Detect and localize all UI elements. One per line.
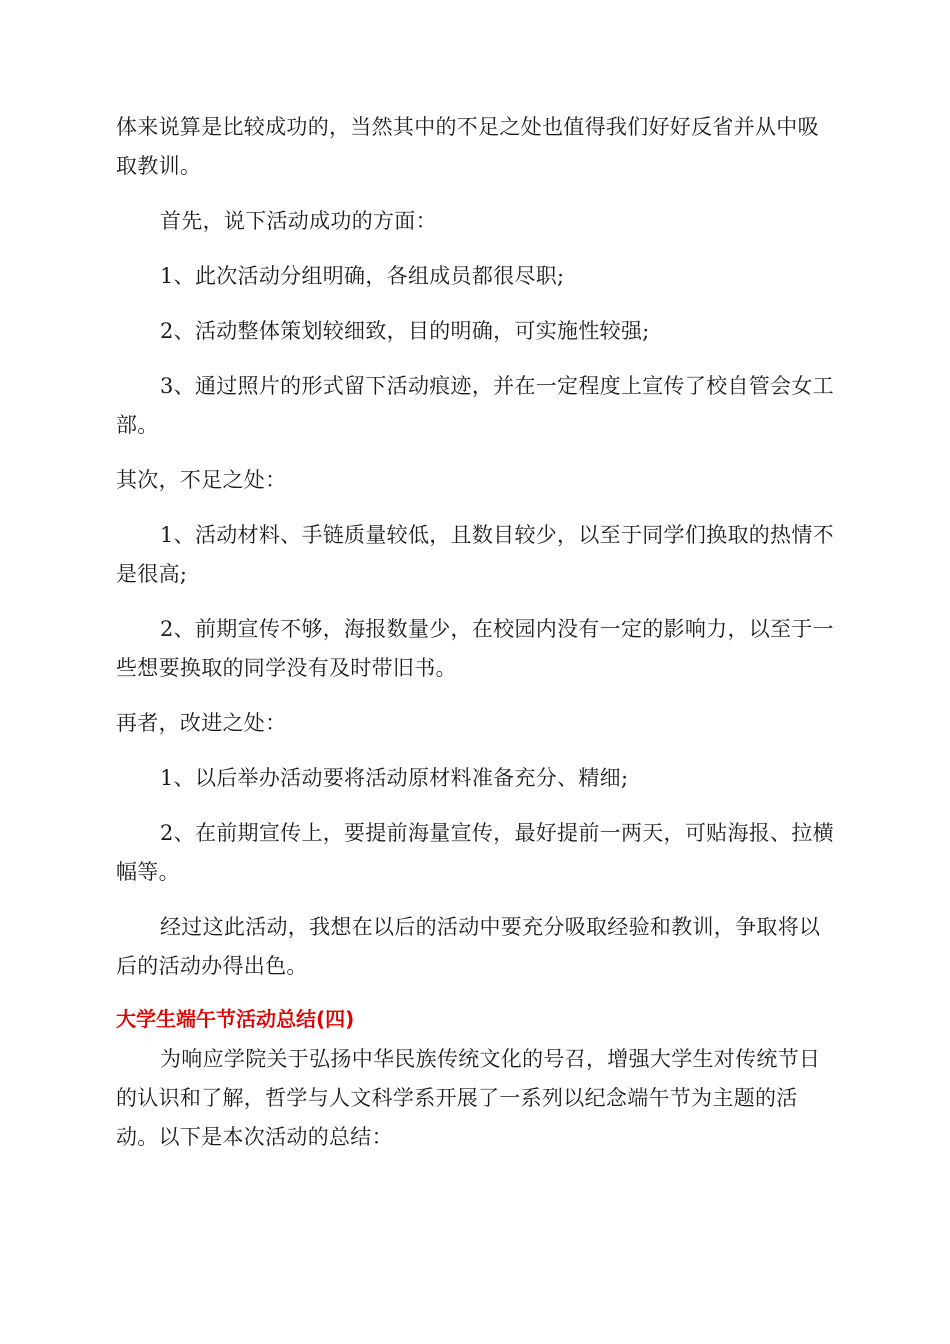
paragraph-10: 1、以后举办活动要将活动原材料准备充分、精细; xyxy=(160,766,629,790)
section-heading: 大学生端午节活动总结(四) xyxy=(116,1007,355,1031)
paragraph-3: 1、此次活动分组明确，各组成员都很尽职; xyxy=(160,264,565,288)
paragraph-5: 3、通过照片的形式留下活动痕迹，并在一定程度上宣传了校自管会女工部。 xyxy=(116,374,834,437)
paragraph-8: 2、前期宣传不够，海报数量少，在校园内没有一定的影响力，以至于一些想要换取的同学没有及时带旧书。 xyxy=(116,617,834,680)
paragraph-11: 2、在前期宣传上，要提前海量宣传，最好提前一两天，可贴海报、拉横幅等。 xyxy=(116,821,834,884)
paragraph-4: 2、活动整体策划较细致，目的明确，可实施性较强; xyxy=(160,319,650,343)
paragraph-12: 经过这此活动，我想在以后的活动中要充分吸取经验和教训，争取将以后的活动办得出色。 xyxy=(116,915,821,978)
paragraph-1: 体来说算是比较成功的，当然其中的不足之处也值得我们好好反省并从中吸取教训。 xyxy=(116,115,819,178)
paragraph-2: 首先，说下活动成功的方面： xyxy=(160,209,437,233)
paragraph-7: 1、活动材料、手链质量较低，且数目较少，以至于同学们换取的热情不是很高; xyxy=(116,523,834,586)
paragraph-9: 再者，改进之处： xyxy=(116,711,287,735)
paragraph-6: 其次，不足之处： xyxy=(116,468,287,492)
document-page xyxy=(116,108,836,1173)
paragraph-13: 为响应学院关于弘扬中华民族传统文化的号召，增强大学生对传统节日的认识和了解，哲学与人文科学系开展了一系列以纪念端午节为主题的活动。以下是本次活动的总结： xyxy=(116,1047,821,1149)
